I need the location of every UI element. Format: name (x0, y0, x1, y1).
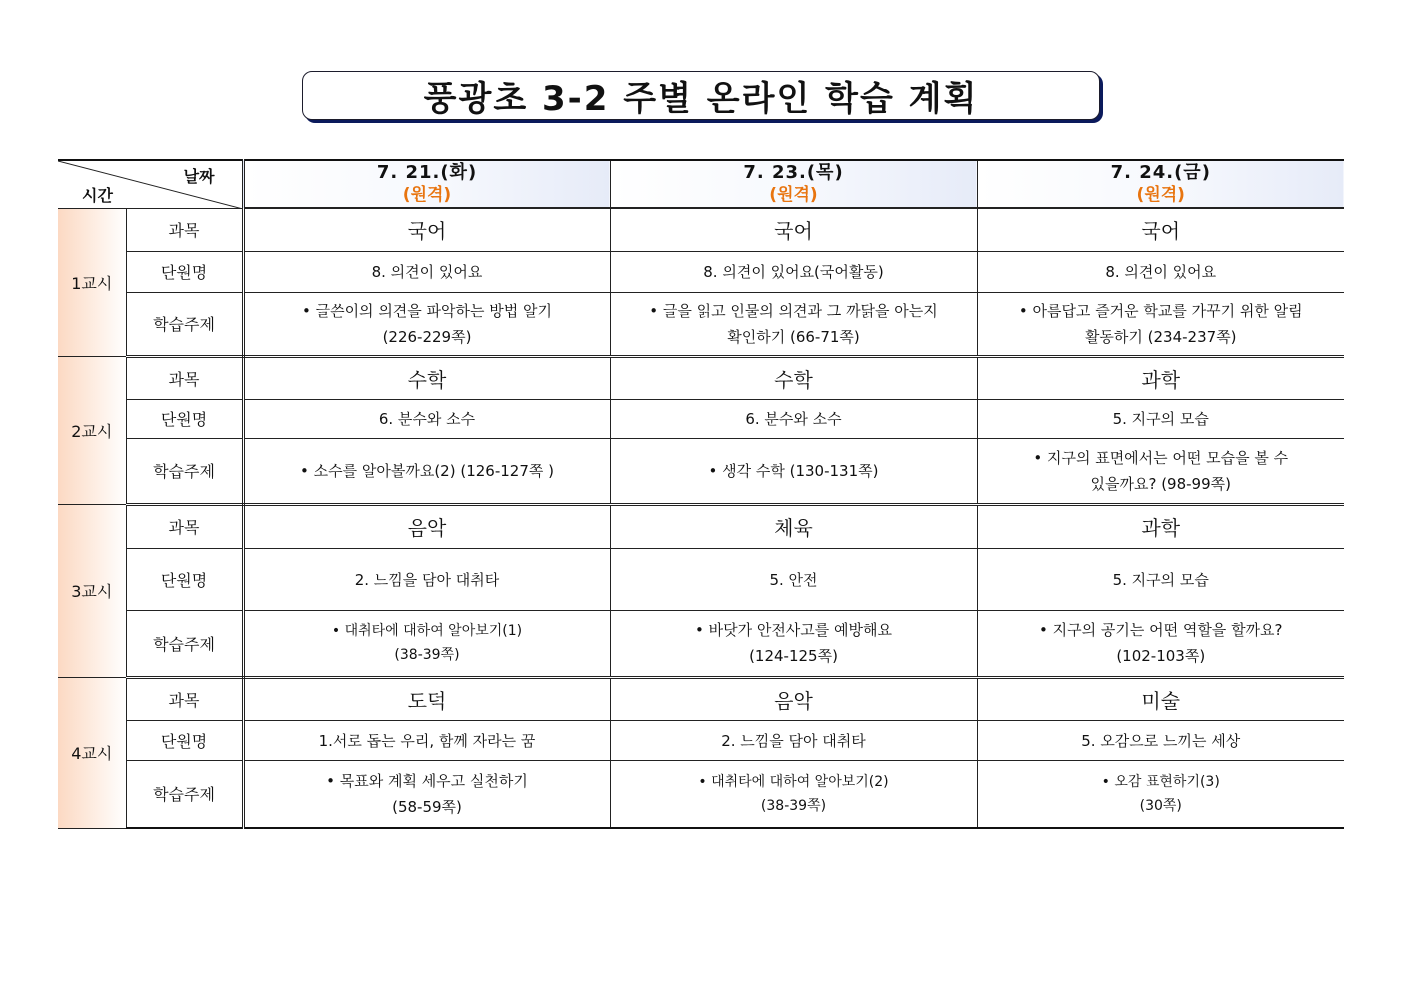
topic-cell (610, 292, 977, 356)
subject-cell: 국어 (977, 208, 1344, 251)
topic-cell (977, 610, 1344, 677)
row-label-unit: 단원명 (126, 399, 243, 438)
row-label-topic: 학습주제 (126, 760, 243, 828)
topic-line-2: (226-229쪽) (382, 327, 472, 346)
period-label: 2교시 (58, 356, 126, 504)
row-label-topic: 학습주제 (126, 610, 243, 677)
row-label-subject: 과목 (126, 504, 243, 548)
date-header-1 (243, 160, 610, 208)
topic-line-2: (38-39쪽) (760, 797, 827, 814)
subject-cell: 국어 (610, 208, 977, 251)
page-title: 풍광초 3-2 주별 온라인 학습 계획 (423, 79, 979, 119)
date-text: 7. 23.(목) (743, 162, 844, 183)
title-box (302, 71, 1100, 120)
subject-cell: 미술 (977, 677, 1344, 720)
topic-cell (243, 760, 610, 828)
period-label: 1교시 (58, 208, 126, 356)
subject-cell: 음악 (243, 504, 610, 548)
date-text: 7. 21.(화) (376, 162, 478, 183)
topic-line-2: (30쪽) (1139, 797, 1182, 814)
unit-cell: 1.서로 돕는 우리, 함께 자라는 꿈 (243, 720, 610, 760)
subject-cell: 체육 (610, 504, 977, 548)
topic-line-1: • 대취타에 대하여 알아보기(2) (698, 773, 889, 790)
unit-cell: 5. 지구의 모습 (977, 548, 1344, 610)
unit-cell: 8. 의견이 있어요(국어활동) (610, 251, 977, 292)
schedule-table (58, 159, 1344, 829)
subject-cell: 수학 (610, 356, 977, 399)
subject-cell: 국어 (243, 208, 610, 251)
topic-cell (610, 610, 977, 677)
row-label-topic: 학습주제 (126, 292, 243, 356)
unit-cell: 2. 느낌을 담아 대취타 (610, 720, 977, 760)
topic-line-1: • 글을 읽고 인물의 의견과 그 까닭을 아는지 (649, 301, 938, 320)
corner-header (58, 160, 243, 208)
topic-line-2: (124-125쪽) (749, 647, 838, 665)
date-text: 7. 24.(금) (1110, 162, 1211, 183)
topic-cell (610, 438, 977, 504)
topic-cell (243, 610, 610, 677)
subject-cell: 과학 (977, 504, 1344, 548)
topic-line-1: • 글쓴이의 의견을 파악하는 방법 알기 (301, 301, 553, 320)
topic-line-1: • 생각 수학 (130-131쪽) (708, 461, 879, 480)
topic-line-1: • 대취타에 대하여 알아보기(1) (331, 623, 523, 639)
mode-text: (원격) (769, 185, 818, 205)
unit-cell: 8. 의견이 있어요 (243, 251, 610, 292)
topic-line-1: • 목표와 계획 세우고 실천하기 (326, 771, 528, 790)
date-header-3 (977, 160, 1344, 208)
subject-cell: 음악 (610, 677, 977, 720)
unit-cell: 2. 느낌을 담아 대취타 (243, 548, 610, 610)
topic-cell (977, 438, 1344, 504)
topic-line-2: 활동하기 (234-237쪽) (1084, 327, 1237, 346)
topic-line-1: • 아름답고 즐거운 학교를 가꾸기 위한 알림 (1018, 301, 1303, 320)
subject-cell: 과학 (977, 356, 1344, 399)
subject-cell: 수학 (243, 356, 610, 399)
topic-cell (977, 760, 1344, 828)
row-label-subject: 과목 (126, 356, 243, 399)
row-label-unit: 단원명 (126, 548, 243, 610)
time-axis-label: 시간 (82, 185, 113, 205)
topic-line-2: (58-59쪽) (392, 797, 462, 816)
topic-line-2: (38-39쪽) (394, 647, 460, 663)
date-axis-label: 날짜 (183, 167, 215, 186)
subject-cell: 도덕 (243, 677, 610, 720)
row-label-unit: 단원명 (126, 720, 243, 760)
unit-cell: 5. 지구의 모습 (977, 399, 1344, 438)
topic-line-1: • 바닷가 안전사고를 예방해요 (694, 621, 893, 639)
period-label: 3교시 (58, 504, 126, 677)
topic-line-2: (102-103쪽) (1116, 647, 1206, 665)
unit-cell: 8. 의견이 있어요 (977, 251, 1344, 292)
unit-cell: 6. 분수와 소수 (243, 399, 610, 438)
row-label-unit: 단원명 (126, 251, 243, 292)
row-label-subject: 과목 (126, 208, 243, 251)
date-header-2 (610, 160, 977, 208)
topic-cell (243, 438, 610, 504)
unit-cell: 5. 안전 (610, 548, 977, 610)
topic-cell (243, 292, 610, 356)
row-label-subject: 과목 (126, 677, 243, 720)
topic-line-1: • 지구의 공기는 어떤 역할을 할까요? (1038, 621, 1283, 639)
topic-line-1: • 오감 표현하기(3) (1101, 773, 1220, 790)
mode-text: (원격) (1136, 185, 1185, 205)
topic-line-1: • 지구의 표면에서는 어떤 모습을 볼 수 (1033, 448, 1289, 467)
topic-line-2: 확인하기 (66-71쪽) (727, 327, 860, 346)
topic-line-1: • 소수를 알아볼까요(2) (126-127쪽 ) (300, 461, 554, 480)
period-label: 4교시 (58, 677, 126, 828)
topic-cell (610, 760, 977, 828)
unit-cell: 6. 분수와 소수 (610, 399, 977, 438)
unit-cell: 5. 오감으로 느끼는 세상 (977, 720, 1344, 760)
row-label-topic: 학습주제 (126, 438, 243, 504)
mode-text: (원격) (402, 185, 452, 205)
topic-cell (977, 292, 1344, 356)
topic-line-2: 있을까요? (98-99쪽) (1090, 474, 1231, 493)
